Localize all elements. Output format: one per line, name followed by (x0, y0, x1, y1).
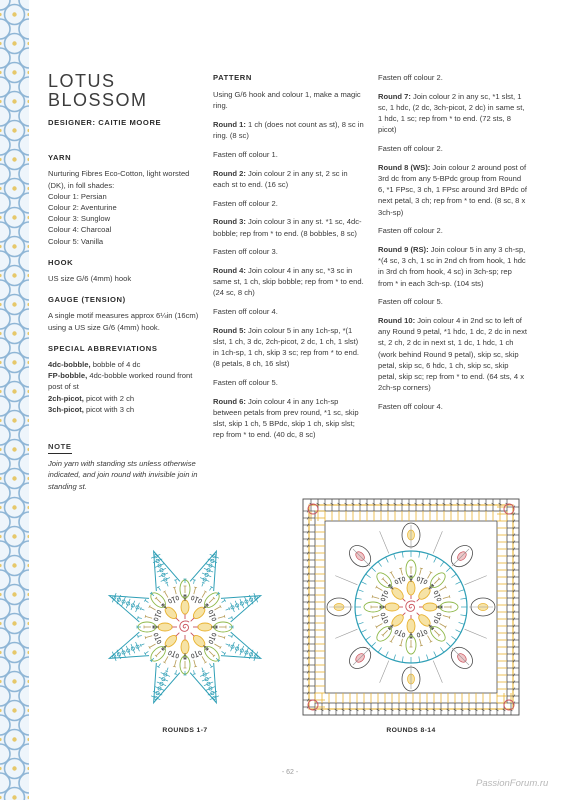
gauge-text: A single motif measures approx 6¼in (16cm) using a US size G/6 (4mm) hook. (48, 311, 199, 332)
instruction-step: Using G/6 hook and colour 1, make a magic ring. (213, 90, 361, 111)
left-column (48, 72, 200, 492)
right-column (378, 72, 528, 420)
instruction-step: Fasten off colour 2. (378, 144, 443, 154)
note-heading: NOTE (48, 441, 72, 454)
yarn-line: Colour 2: Aventurine (48, 203, 117, 213)
crochet-chart-rounds-8-14 (298, 494, 524, 720)
decorative-border (0, 0, 29, 800)
yarn-line: Colour 5: Vanilla (48, 236, 104, 246)
page-number: - 62 - (281, 769, 299, 776)
instruction-step: Round 6: Join colour 4 in any 1ch-sp between petals from prev round, *1 sc, skip slst, skip 1 ch, 5 BPdc, skip 1 ch, skip slst; rep from * to end. (40 dc, 8 sc) (213, 396, 359, 440)
instruction-step: Fasten off colour 3. (213, 247, 278, 257)
instruction-step: Round 4: Join colour 4 in any sc, *3 sc in same st, 1 ch, skip bobble; rep from * to end. (24 sc, 8 ch) (213, 265, 364, 298)
abbreviations-heading: SPECIAL ABBREVIATIONS (48, 343, 158, 353)
instruction-step: Fasten off colour 2. (378, 226, 443, 236)
instruction-step: Round 10: Join colour 4 in 2nd sc to left of any Round 9 petal, *1 hdc, 1 dc, 2 dc in next st, 2 ch, 2 dc in next st, 1 dc, 1 hdc, 1 ch (work behind Round 9 petal), skip sc, skip petal, skip sc, 6 hdc, 1 ch, skip sc, skip petal, skip sc; rep from * to end. (64 sts, 4 x 2ch-sp corners) (378, 315, 528, 393)
instruction-step: Round 3: Join colour 3 in any st. *1 sc, 4dc-bobble; rep from * to end. (8 bobbles, 8 sc) (213, 217, 362, 238)
watermark: PassionForum.ru (476, 778, 549, 789)
instruction-step: Fasten off colour 4. (378, 401, 443, 411)
instruction-step: Round 2: Join colour 2 in any st, 2 sc in each st to end. (16 sc) (213, 168, 348, 189)
instruction-step: Round 5: Join colour 5 in any 1ch-sp, *(1 slst, 1 ch, 3 dc, 2ch-picot, 2 dc, 1 ch, 1 slst) in 1ch-sp, 1 ch, skip 3 sc; rep from * to end. (8 petals, 8 ch, 16 slst) (213, 325, 360, 369)
instruction-step: Fasten off colour 2. (378, 73, 443, 82)
crochet-chart-rounds-1-7 (100, 542, 270, 712)
yarn-line: Colour 1: Persian (48, 191, 107, 201)
gauge-heading: GAUGE (TENSION) (48, 295, 126, 305)
yarn-line: Colour 3: Sunglow (48, 214, 111, 224)
instruction-step: Round 8 (WS): Join colour 2 around post of 3rd dc from any 5-BPdc group from Round 6, *1 FPsc, 3 ch, 1 FPsc around 3rd BPdc of next petal, 3 ch; rep from * to end. (8 sc, 8 x 3ch-sp) (378, 162, 527, 217)
instruction-step: Fasten off colour 5. (213, 378, 278, 388)
instruction-step: Round 1: 1 ch (does not count as st), 8 sc in ring. (8 sc) (213, 120, 364, 141)
diagram-caption-left: ROUNDS 1-7 (162, 727, 208, 734)
note-text: Join yarn with standing sts unless otherwise indicated, and join round with invisible join in standing st. (48, 459, 198, 491)
instruction-step: Fasten off colour 4. (213, 307, 278, 317)
instruction-step: Fasten off colour 1. (213, 150, 278, 160)
pattern-title: LOTUS BLOSSOM (48, 71, 148, 110)
hook-heading: HOOK (48, 257, 74, 267)
instruction-step: Round 9 (RS): Join colour 5 in any 3 ch-sp, *(4 sc, 3 ch, 1 sc in 2nd ch from hook, 1 hdc in 3rd ch from hook, 4 sc) in 3ch-sp; rep from * in each 3ch-sp. (104 sts) (378, 244, 526, 288)
abbreviation-item: 3ch-picot, picot with 3 ch (48, 404, 135, 414)
abbreviation-item: 2ch-picot, picot with 2 ch (48, 393, 135, 403)
hook-text: US size G/6 (4mm) hook (48, 274, 132, 284)
middle-column (213, 72, 365, 448)
pattern-heading: PATTERN (213, 73, 252, 82)
instruction-step: Round 7: Join colour 2 in any sc, *1 slst, 1 sc, 1 hdc, (2 dc, 3ch-picot, 2 dc) in same st, 1 hdc, 1 sc; rep from * to end. (72 sts, 8 picot) (378, 91, 525, 135)
yarn-line: Colour 4: Charcoal (48, 225, 112, 235)
yarn-heading: YARN (48, 153, 72, 163)
abbreviation-item: 4dc-bobble, bobble of 4 dc (48, 360, 141, 370)
instruction-step: Fasten off colour 5. (378, 297, 443, 307)
instruction-step: Fasten off colour 2. (213, 198, 278, 208)
yarn-line: Nurturing Fibres Eco-Cotton, light worsted (DK), in foll shades: (48, 169, 190, 190)
diagram-caption-right: ROUNDS 8-14 (386, 727, 436, 734)
abbreviation-item: FP-bobble, 4dc-bobble worked round front post of st (48, 371, 193, 392)
designer-credit: DESIGNER: CAITIE MOORE (48, 118, 162, 127)
